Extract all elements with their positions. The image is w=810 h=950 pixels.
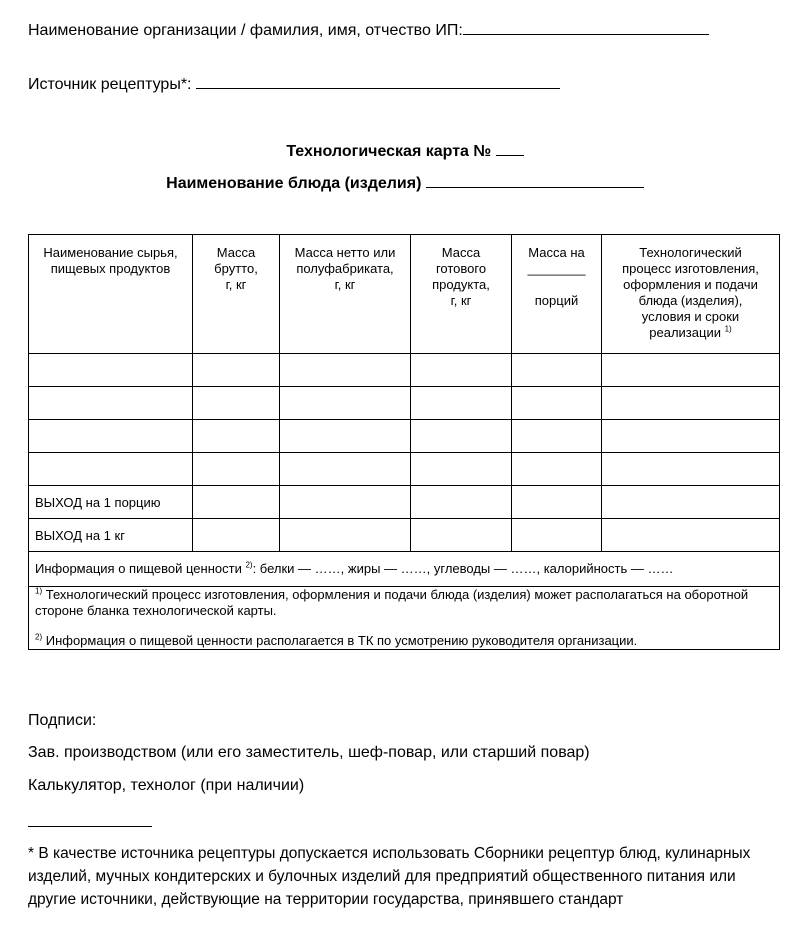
col-header-ingredient: Наименование сырья, пищевых продуктов bbox=[29, 235, 193, 354]
note-2: $^{2)}$ Информация о пищевой ценности располагается в ТК по усмотрению руководителя организации. bbox=[35, 632, 638, 648]
output-portion-row bbox=[29, 486, 780, 519]
table-cell[interactable] bbox=[602, 354, 780, 387]
table-row bbox=[29, 420, 780, 453]
table-cell[interactable] bbox=[193, 453, 280, 486]
table-cell[interactable] bbox=[280, 420, 411, 453]
table-row bbox=[29, 387, 780, 420]
table-cell[interactable] bbox=[29, 387, 193, 420]
table-cell[interactable] bbox=[280, 486, 411, 519]
table-cell[interactable] bbox=[193, 387, 280, 420]
table-row bbox=[29, 354, 780, 387]
table-cell[interactable] bbox=[193, 420, 280, 453]
table-cell[interactable] bbox=[280, 519, 411, 552]
table-cell[interactable] bbox=[280, 354, 411, 387]
table-header-row bbox=[29, 235, 780, 354]
table-cell[interactable] bbox=[602, 453, 780, 486]
signature-chief: Зав. производством (или его заместитель, шеф-повар, или старший повар) bbox=[28, 744, 590, 761]
table-cell[interactable] bbox=[29, 453, 193, 486]
col-header-net-mass: Масса нетто или полуфабриката, г, кг bbox=[280, 235, 411, 354]
table-cell[interactable] bbox=[193, 354, 280, 387]
table-cell[interactable] bbox=[411, 519, 512, 552]
table-cell[interactable] bbox=[280, 453, 411, 486]
card-number-blank[interactable] bbox=[496, 141, 524, 156]
tech-card-table bbox=[28, 234, 780, 650]
table-notes bbox=[29, 587, 780, 650]
table-cell[interactable] bbox=[512, 486, 602, 519]
table-cell[interactable] bbox=[411, 387, 512, 420]
table-cell[interactable] bbox=[602, 519, 780, 552]
col-header-finished-mass: Масса готового продукта, г, кг bbox=[411, 235, 512, 354]
table-cell[interactable] bbox=[193, 519, 280, 552]
dish-name-blank[interactable] bbox=[426, 173, 644, 188]
table-cell[interactable] bbox=[411, 420, 512, 453]
table-cell[interactable] bbox=[602, 486, 780, 519]
card-title-label: Технологическая карта № bbox=[286, 143, 492, 160]
footnote-divider bbox=[28, 826, 152, 827]
table-cell[interactable] bbox=[512, 354, 602, 387]
col-header-process: Технологический процесс изготовления, оформления и подачи блюда (изделия), условия и сроки реализации $^{1)}$ bbox=[602, 235, 780, 354]
org-name-line bbox=[28, 20, 709, 40]
table-cell[interactable] bbox=[193, 486, 280, 519]
table-cell[interactable] bbox=[602, 420, 780, 453]
table-cell[interactable] bbox=[602, 387, 780, 420]
col-header-portions-mass: Масса на ________ порций bbox=[512, 235, 602, 354]
recipe-source-line bbox=[28, 74, 560, 94]
org-name-blank[interactable] bbox=[463, 20, 709, 35]
recipe-source-blank[interactable] bbox=[196, 74, 560, 89]
table-cell[interactable] bbox=[512, 519, 602, 552]
signature-calculator: Калькулятор, технолог (при наличии) bbox=[28, 777, 305, 794]
dish-title bbox=[0, 173, 810, 193]
org-name-label: Наименование организации / фамилия, имя, отчество ИП: bbox=[28, 22, 463, 39]
table-cell[interactable] bbox=[512, 387, 602, 420]
nutrition-info: Информация о пищевой ценности $^{2)}$: белки — ……, жиры — ……, углеводы — ……, калорийность — …… bbox=[29, 552, 780, 587]
table-cell[interactable] bbox=[512, 420, 602, 453]
table-cell[interactable] bbox=[29, 420, 193, 453]
table-cell[interactable] bbox=[280, 387, 411, 420]
nutrition-row bbox=[29, 552, 780, 587]
col-header-gross-mass: Масса брутто, г, кг bbox=[193, 235, 280, 354]
output-kg-row bbox=[29, 519, 780, 552]
table-cell[interactable] bbox=[411, 453, 512, 486]
notes-row bbox=[29, 587, 780, 650]
table-cell[interactable] bbox=[411, 486, 512, 519]
card-title bbox=[0, 141, 810, 161]
dish-title-label: Наименование блюда (изделия) bbox=[166, 175, 422, 192]
footnote: * В качестве источника рецептуры допускается использовать Сборники рецептур блюд, кулинарных изделий, мучных кондитерских и булочных изделий для предприятий общественного питания или другие источники, действующие на территории государства, принявшего стандарт bbox=[28, 845, 751, 908]
signatures-label: Подписи: bbox=[28, 712, 97, 729]
output-portion-label: ВЫХОД на 1 порцию bbox=[29, 486, 193, 519]
output-kg-label: ВЫХОД на 1 кг bbox=[29, 519, 193, 552]
table-cell[interactable] bbox=[512, 453, 602, 486]
table-row bbox=[29, 453, 780, 486]
recipe-source-label: Источник рецептуры*: bbox=[28, 76, 192, 93]
table-cell[interactable] bbox=[411, 354, 512, 387]
note-1: $^{1)}$ Технологический процесс изготовления, оформления и подачи блюда (изделия) может располагаться на оборотной стороне бланка технологической карты. bbox=[35, 586, 749, 618]
table-cell[interactable] bbox=[29, 354, 193, 387]
